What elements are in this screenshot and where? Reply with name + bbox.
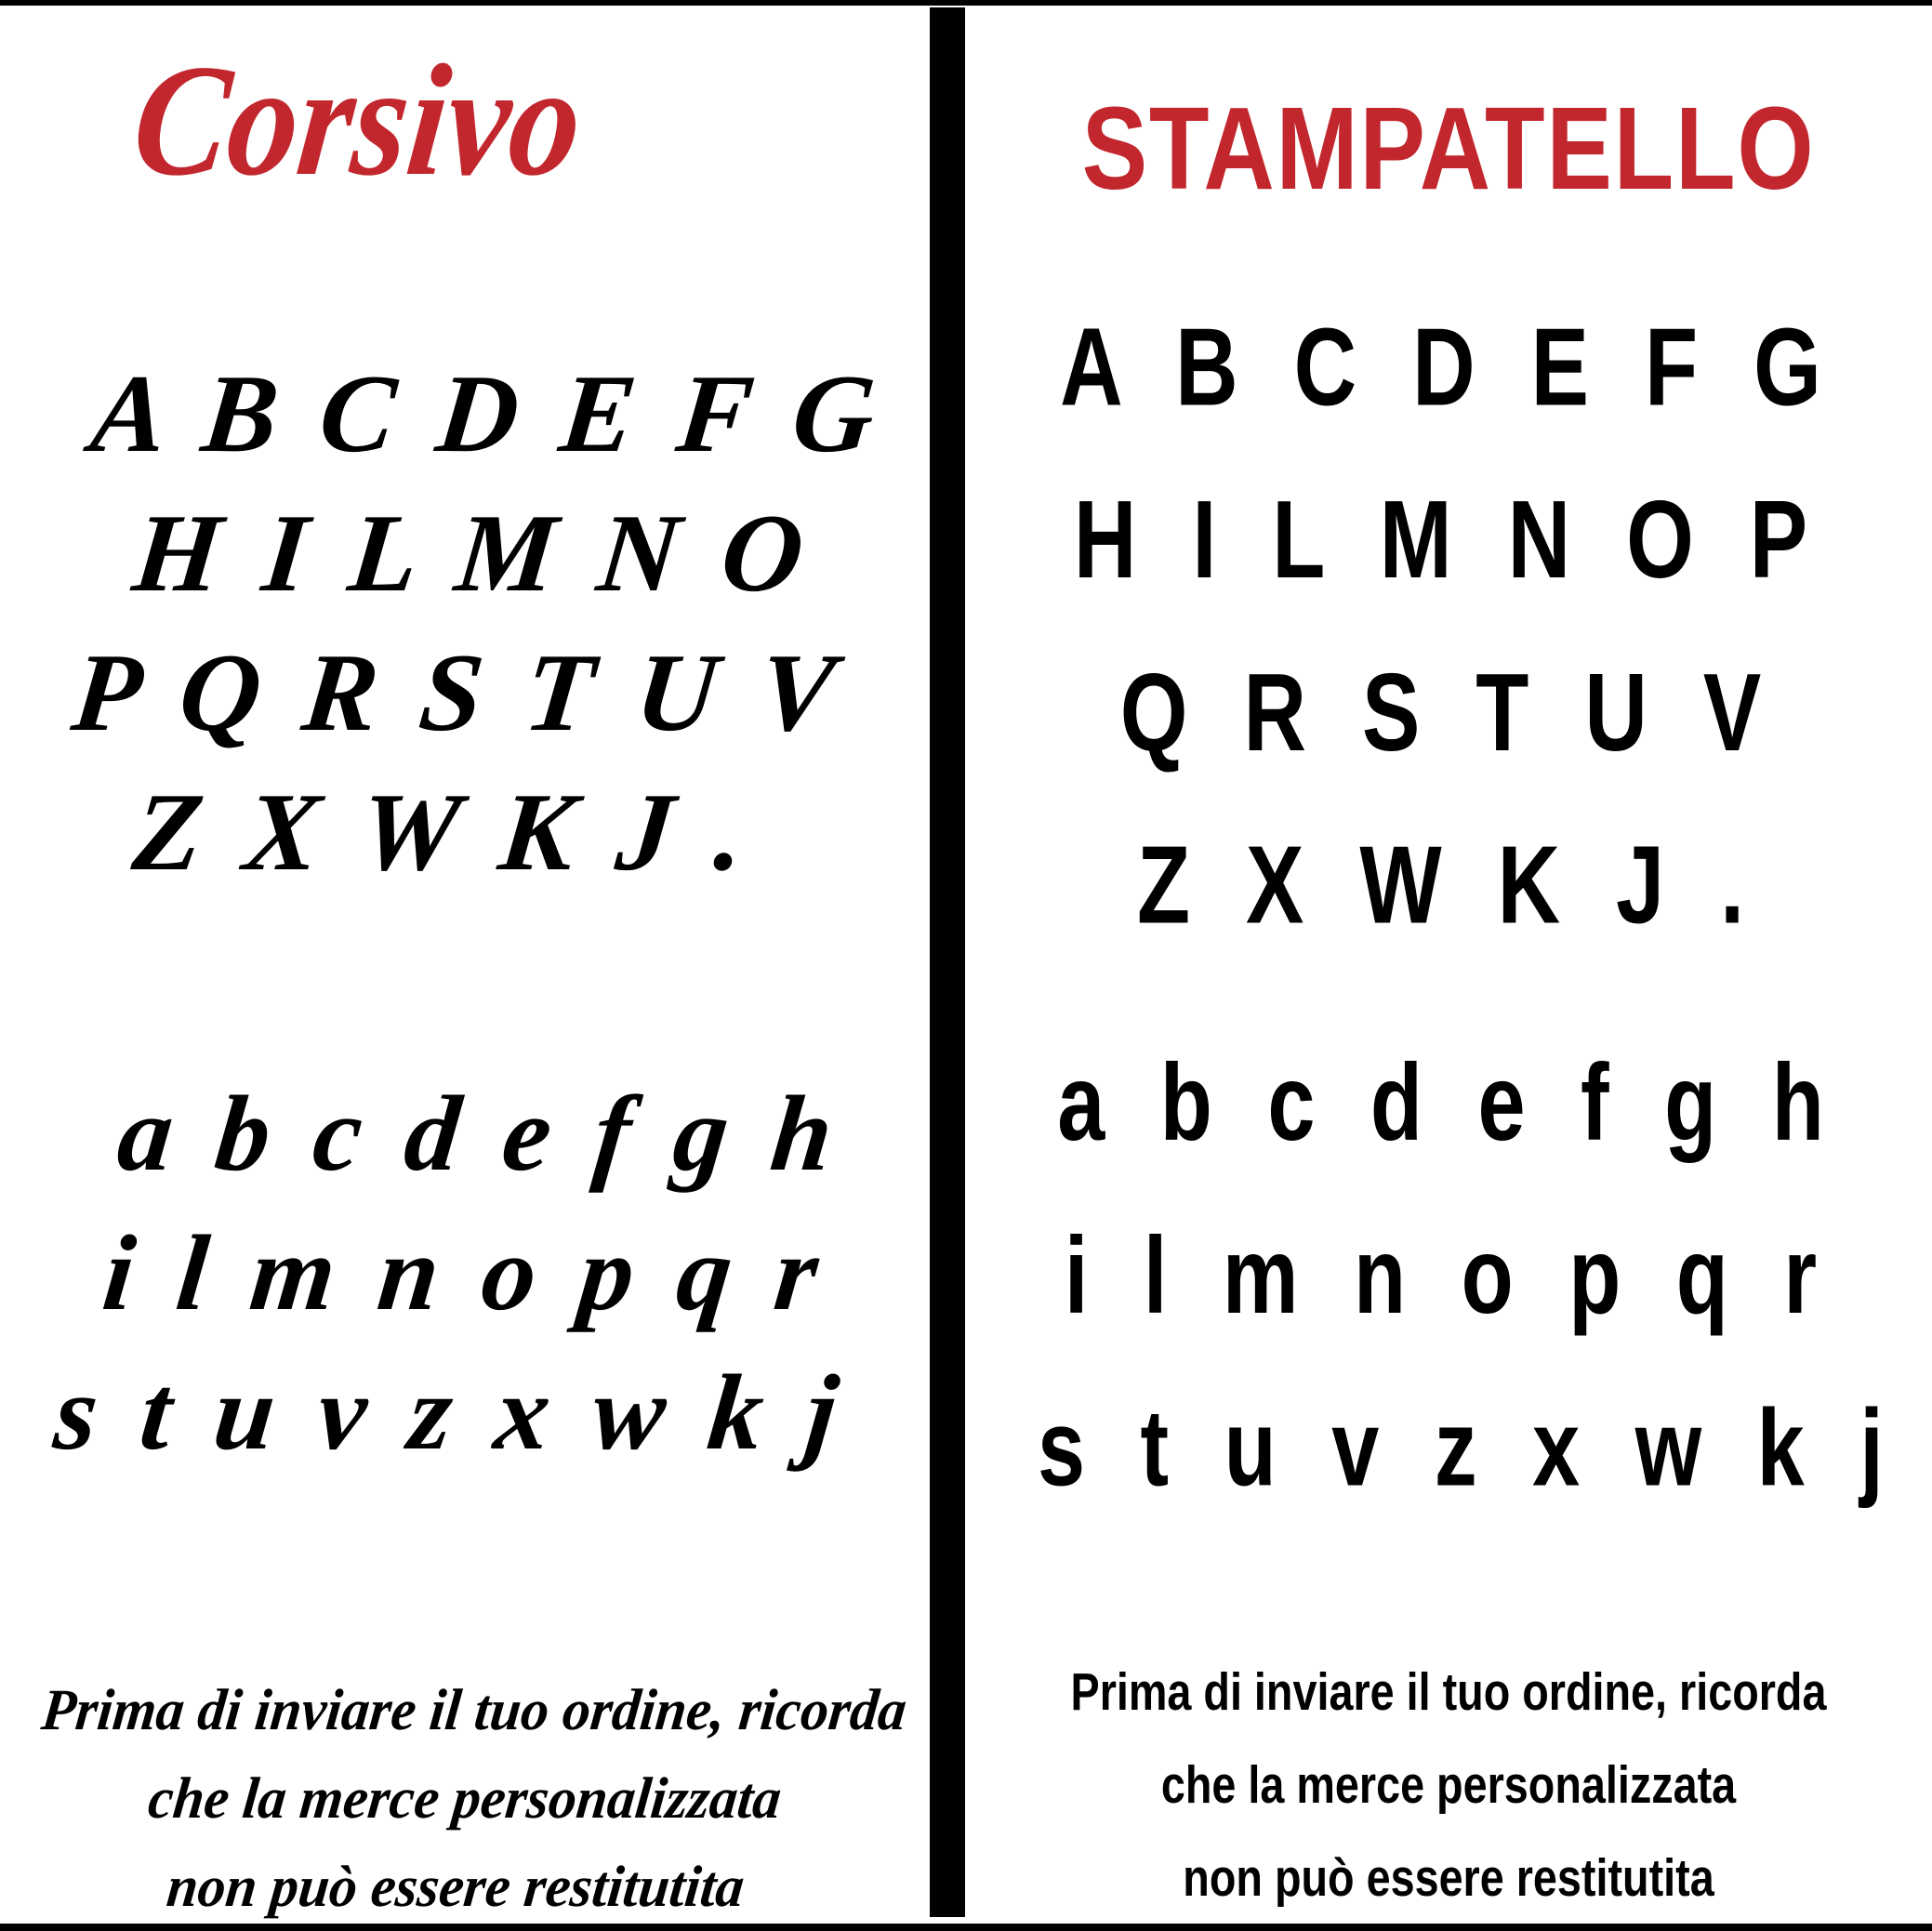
- corsivo-note-line-3: non può essere restitutita: [164, 1854, 748, 1919]
- stampatello-note-line-3: non può essere restitutita: [1183, 1848, 1714, 1908]
- stampatello-note-line-2: che la merce personalizzata: [1160, 1755, 1737, 1815]
- stampatello-lowercase-row-3: s t u v z x w k j: [1038, 1386, 1899, 1509]
- corsivo-order-note: [9, 1666, 920, 1931]
- stampatello-lowercase-row-2: i l m n o p q r: [1064, 1214, 1833, 1336]
- stampatello-title: STAMPATELLO: [1081, 83, 1816, 214]
- stampatello-uppercase-row-4: Z X W K J .: [1136, 823, 1761, 947]
- corsivo-uppercase-row-3: P Q R S T U V: [67, 630, 849, 754]
- corsivo-note-line-2: che la merce personalizzata: [145, 1766, 785, 1831]
- center-divider: [930, 7, 965, 1917]
- stampatello-lowercase-alphabet: [1038, 1016, 1899, 1534]
- corsivo-uppercase-row-2: H I L M N O: [127, 491, 817, 615]
- stampatello-panel: [965, 0, 1932, 1931]
- stampatello-order-note: [1052, 1646, 1846, 1924]
- corsivo-uppercase-row-1: A B C D E F G: [86, 351, 889, 475]
- corsivo-panel: [0, 0, 930, 1931]
- stampatello-uppercase-row-1: A B C D E F G: [1060, 305, 1837, 430]
- stampatello-uppercase-alphabet: [1038, 281, 1859, 972]
- stampatello-uppercase-row-2: H I L M N O P: [1073, 478, 1824, 602]
- corsivo-lowercase-row-2: i l m n o p q r: [98, 1214, 832, 1333]
- corsivo-title: Corsivo: [126, 33, 590, 209]
- corsivo-note-line-1: Prima di inviare il tuo ordine, ricorda: [38, 1677, 910, 1742]
- stampatello-lowercase-row-1: a b c d e f g h: [1057, 1041, 1840, 1164]
- stampatello-uppercase-row-3: Q R S T U V: [1119, 650, 1778, 774]
- corsivo-uppercase-alphabet: [0, 344, 959, 902]
- corsivo-lowercase-row-3: s t u v z x w k j: [48, 1354, 852, 1473]
- corsivo-lowercase-row-1: a b c d e f g h: [112, 1075, 847, 1194]
- stampatello-note-line-1: Prima di inviare il tuo ordine, ricorda: [1070, 1662, 1827, 1722]
- corsivo-uppercase-row-4: Z X W K J .: [127, 770, 759, 893]
- corsivo-lowercase-alphabet: [0, 1065, 952, 1483]
